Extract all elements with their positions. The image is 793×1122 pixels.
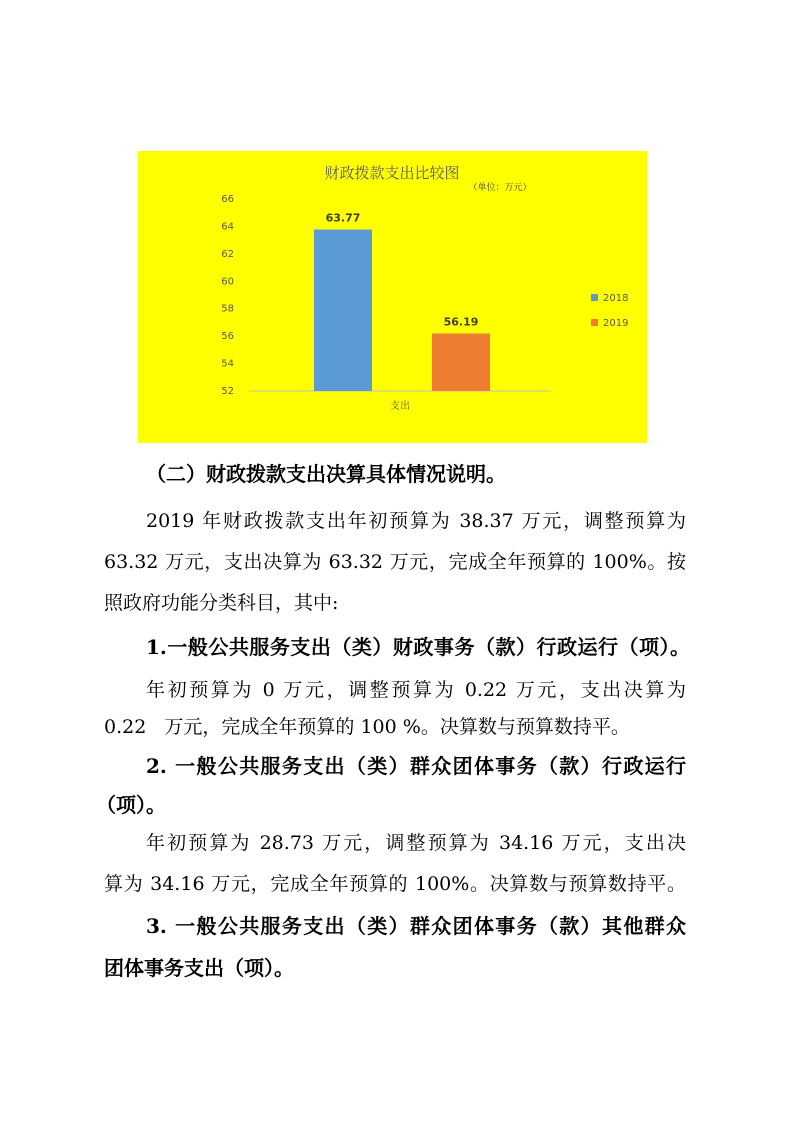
chart-title: 财政拨款支出比较图 [324,164,460,182]
item-2-title: （项）。 [96,793,166,817]
y-tick-label: 66 [221,194,234,205]
item-3-title: 3. 一般公共服务支出（类）群众团体事务（款）其他群众 [146,914,686,938]
y-tick-label: 62 [221,248,234,260]
paragraph-line: 年初预算为 28.73 万元，调整预算为 34.16 万元，支出决 [146,832,686,854]
y-tick-label: 52 [221,386,234,397]
y-axis-ticks [221,194,234,397]
legend-label: 2019 [603,318,629,329]
bars-group [314,212,490,391]
bar-2019 [432,334,490,391]
y-tick-label: 64 [221,221,234,233]
data-label: 56.19 [443,315,479,329]
paragraph-line: 63.32 万元，支出决算为 63.32 万元，完成全年预算的 100%。按 [104,551,686,573]
y-tick-label: 54 [221,358,234,370]
paragraph-line: 照政府功能分类科目，其中: [104,592,339,614]
y-tick-label: 60 [221,276,234,288]
budget-comparison-chart [138,151,647,443]
paragraph-line: 0.22 万元，完成全年预算的 100 %。决算数与预算数持平。 [104,716,630,738]
legend-label: 2018 [603,293,629,304]
bar-2018 [314,230,372,391]
chart-subtitle: （单位：万元） [468,183,532,193]
item-1-title: 1.一般公共服务支出（类）财政事务（款）行政运行（项）。 [146,635,690,659]
legend-swatch [591,294,598,301]
data-label: 63.77 [325,211,361,225]
paragraph-line: 算为 34.16 万元，完成全年预算的 100%。决算数与预算数持平。 [104,873,686,895]
legend-swatch [591,319,598,326]
x-category-label: 支出 [390,401,410,412]
item-3-title: 团体事务支出（项）。 [104,956,294,980]
paragraph-line: 年初预算为 0 万元，调整预算为 0.22 万元，支出决算为 [146,679,686,701]
item-2-title: 2. 一般公共服务支出（类）群众团体事务（款）行政运行 [146,754,686,778]
paragraph-line: 2019 年财政拨款支出年初预算为 38.37 万元，调整预算为 [146,510,686,532]
y-tick-label: 58 [221,303,234,315]
legend [591,293,628,329]
y-tick-label: 56 [221,331,234,343]
chart-svg [138,151,647,443]
section-heading: （二）财政拨款支出决算具体情况说明。 [146,462,506,486]
